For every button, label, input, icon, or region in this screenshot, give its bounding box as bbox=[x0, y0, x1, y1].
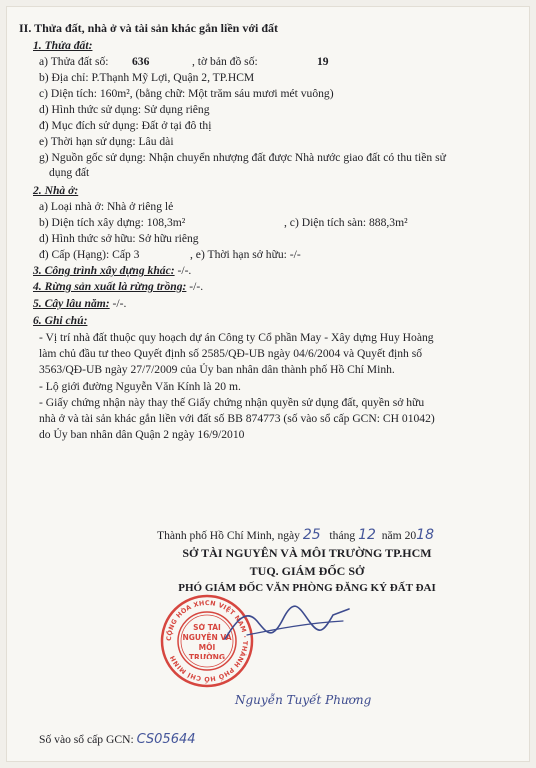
date-day: 25 bbox=[302, 527, 321, 543]
note-line: - Giấy chứng nhận này thay thế Giấy chứng nhận quyền sử dụng đất, quyền sở hữu bbox=[39, 396, 425, 409]
year-prefix: năm 20 bbox=[381, 529, 417, 542]
planted-forest bbox=[33, 280, 203, 294]
map-sheet-value: 19 bbox=[317, 55, 329, 68]
house-ownership: d) Hình thức sở hữu: Sở hữu riêng bbox=[39, 232, 199, 245]
note-line: do Ủy ban nhân dân Quận 2 ngày 16/9/2010 bbox=[39, 428, 245, 441]
house-title: 2. Nhà ở: bbox=[33, 184, 79, 197]
land-origin-cont: dụng đất bbox=[49, 166, 90, 179]
seal-center-text: SỞ TÀI NGUYÊN VÀ MÔI TRƯỜNG bbox=[182, 623, 232, 659]
certificate-page bbox=[6, 6, 530, 762]
perennial-trees bbox=[33, 297, 126, 311]
planted-forest-value: -/-. bbox=[186, 280, 204, 293]
section-heading: II. Thửa đất, nhà ở và tài sản khác gắn liền với đất bbox=[19, 21, 279, 35]
perennial-trees-value: -/-. bbox=[109, 297, 127, 310]
deputy-director-title: PHÓ GIÁM ĐỐC VĂN PHÒNG ĐĂNG KÝ ĐẤT ĐAI bbox=[178, 582, 436, 594]
house-type: a) Loại nhà ở: Nhà ở riêng lẻ bbox=[39, 200, 174, 213]
perennial-trees-title: 5. Cây lâu năm: bbox=[33, 297, 110, 310]
land-title: 1. Thửa đất: bbox=[33, 39, 93, 52]
note-line: làm chủ đầu tư theo Quyết định số 2585/QĐ-UB ngày 04/6/2004 và Quyết định số bbox=[39, 347, 423, 360]
map-sheet-label: , tờ bản đồ số: bbox=[192, 55, 258, 68]
note-line: - Vị trí nhà đất thuộc quy hoạch dự án Công ty Cổ phần May - Xây dựng Huy Hoàng bbox=[39, 331, 434, 344]
land-use-form: d) Hình thức sử dụng: Sử dụng riêng bbox=[39, 103, 210, 116]
other-constructions-value: -/-. bbox=[174, 264, 192, 277]
note-line: - Lộ giới đường Nguyễn Văn Kính là 20 m. bbox=[39, 380, 241, 393]
issuing-org: SỞ TÀI NGUYÊN VÀ MÔI TRƯỜNG TP.HCM bbox=[182, 546, 432, 560]
note-line: 3563/QĐ-UB ngày 27/7/2009 của Ủy ban nhân dân thành phố Hồ Chí Minh. bbox=[39, 363, 395, 376]
land-use-purpose: đ) Mục đích sử dụng: Đất ở tại đô thị bbox=[39, 119, 212, 132]
house-floor-area: , c) Diện tích sàn: 888,3m² bbox=[284, 216, 408, 229]
tuq-director: TUQ. GIÁM ĐỐC SỞ bbox=[249, 564, 365, 578]
house-built-area: b) Diện tích xây dựng: 108,3m² bbox=[39, 216, 186, 229]
registry-label: Số vào sổ cấp GCN: bbox=[39, 733, 134, 746]
date-month: 12 bbox=[358, 527, 376, 543]
land-use-term: e) Thời hạn sử dụng: Lâu dài bbox=[39, 135, 174, 148]
land-number-value: 636 bbox=[132, 55, 150, 68]
month-label: tháng bbox=[329, 529, 356, 542]
land-area: c) Diện tích: 160m², (bằng chữ: Một trăm sáu mươi mét vuông) bbox=[39, 87, 334, 100]
house-level: đ) Cấp (Hạng): Cấp 3 bbox=[39, 248, 140, 261]
date-prefix: Thành phố Hồ Chí Minh, ngày bbox=[157, 529, 300, 542]
other-constructions-title: 3. Công trình xây dựng khác: bbox=[33, 264, 175, 277]
land-number-label: a) Thửa đất số: bbox=[39, 55, 109, 68]
land-address: b) Địa chỉ: P.Thạnh Mỹ Lợi, Quận 2, TP.HCM bbox=[39, 71, 255, 84]
signature-mark bbox=[217, 599, 357, 649]
signature-stroke bbox=[225, 606, 349, 639]
seal-ring-text: CỘNG HÒA XHCN VIỆT NAM · THÀNH PHỐ HỒ CHÍ MINH bbox=[164, 598, 250, 684]
other-constructions bbox=[33, 264, 191, 278]
planted-forest-title: 4. Rừng sản xuất là rừng trồng: bbox=[33, 280, 187, 293]
house-term: , e) Thời hạn sở hữu: -/- bbox=[190, 248, 301, 261]
registry-number bbox=[39, 733, 196, 747]
registry-value: CS05644 bbox=[136, 732, 196, 747]
issue-date bbox=[157, 528, 434, 543]
notes-title: 6. Ghi chú: bbox=[33, 314, 88, 327]
note-line: nhà ở và tài sản khác gắn liền với đất số BB 874773 (số vào sổ cấp GCN: CH 01042) bbox=[39, 412, 435, 425]
land-origin: g) Nguồn gốc sử dụng: Nhận chuyển nhượng đất được Nhà nước giao đất có thu tiền sử bbox=[39, 151, 446, 164]
date-year: 18 bbox=[416, 527, 434, 543]
signer-name: Nguyễn Tuyết Phương bbox=[235, 693, 372, 707]
